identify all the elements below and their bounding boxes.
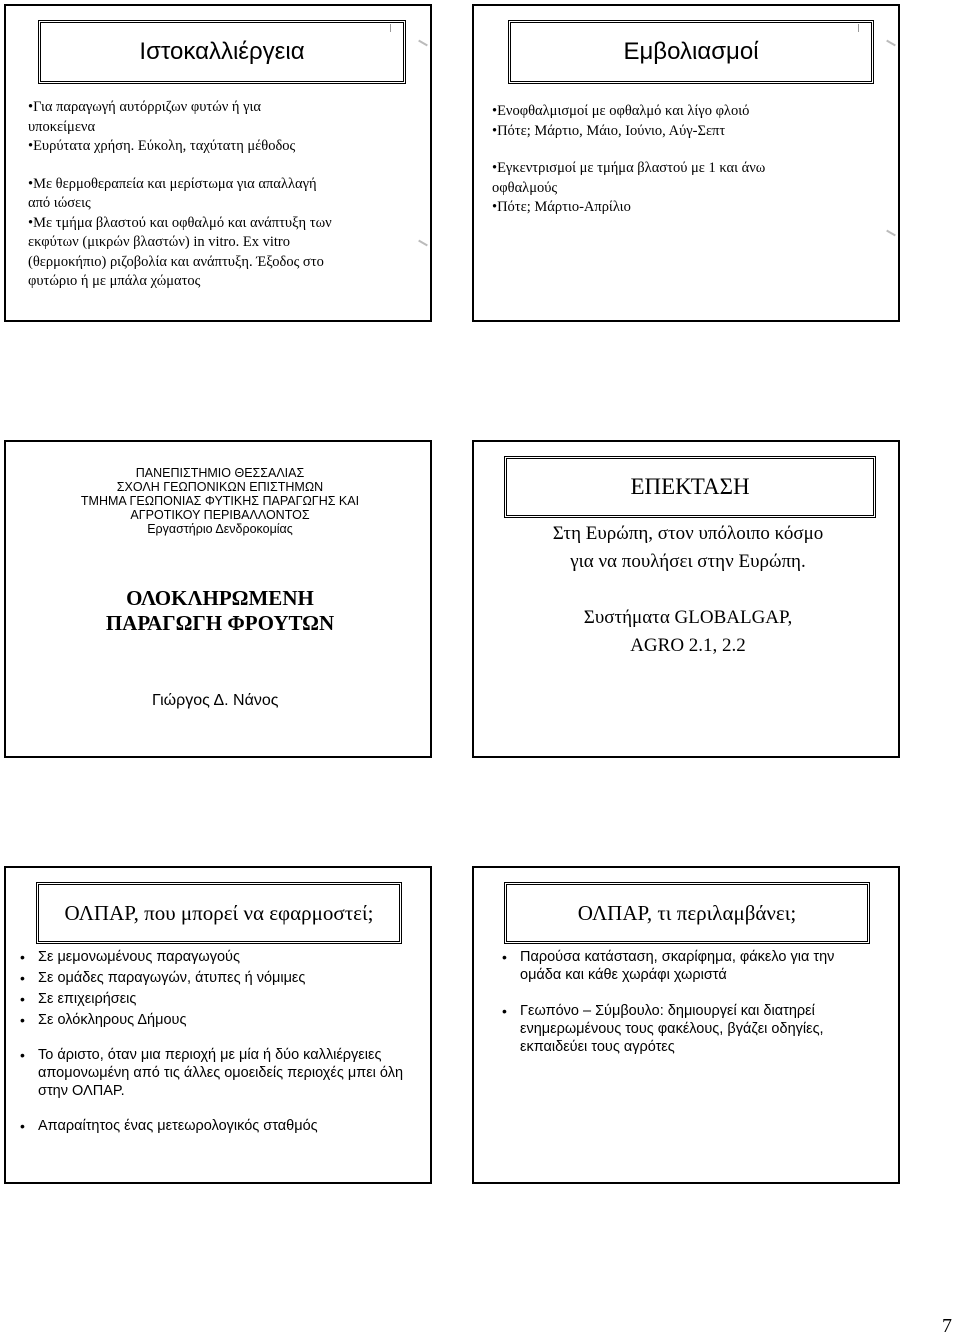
slide-title-text: ΟΛΠΑΡ, που μπορεί να εφαρμοστεί; (64, 900, 374, 925)
body-line: Συστήματα GLOBALGAP, (583, 607, 793, 628)
header-line: ΠΑΝΕΠΙΣΤΗΜΙΟ ΘΕΣΣΑΛΙΑΣ (135, 466, 305, 480)
slide-title (508, 20, 874, 84)
spacer (492, 141, 888, 159)
spacer (28, 157, 424, 175)
list-item: • Το άριστο, όταν μια περιοχή με μία ή δύο καλλιέργειες απομονωμένη από τις άλλες ομοειδείς περιοχές μπει όλη στην ΟΛΠΑΡ. (20, 1046, 420, 1100)
body-line: (θερμοκήπιο) ριζοβολία και ανάπτυξη. Έξοδος στο (28, 253, 324, 270)
body-line: •Με θερμοθεραπεία και μερίστωμα για απαλλαγή (28, 175, 317, 192)
bullet-list (20, 948, 420, 1135)
edge-mark (418, 40, 428, 47)
slide-tissue-culture (4, 4, 432, 322)
cover-title-line: ΠΑΡΑΓΩΓΗ ΦΡΟΥΤΩΝ (105, 611, 335, 635)
slide-body (492, 102, 888, 218)
list-item: • Παρούσα κατάσταση, σκαρίφημα, φάκελο για την ομάδα και κάθε χωράφι χωριστά (502, 948, 852, 984)
slide-olpar-what (472, 866, 900, 1184)
slide-expansion (472, 440, 900, 758)
slide-title (504, 882, 870, 944)
body-line: από ιώσεις (28, 195, 91, 211)
body-line: •Πότε; Μάρτιο, Μάιο, Ιούνιο, Αύγ-Σεπτ (492, 122, 726, 139)
page-number: 7 (942, 1315, 952, 1337)
body-line: για να πουλήσει στην Ευρώπη. (570, 551, 806, 572)
cover-title-line: ΟΛΟΚΛΗΡΩΜΕΝΗ (126, 586, 314, 610)
institution-header (16, 466, 424, 536)
slide-title (504, 456, 876, 518)
list-item: • Γεωπόνο – Σύμβουλο: δημιουργεί και διατηρεί ενημερωμένους τους φακέλους, βγάζει οδηγίες, εκπαιδεύει τους αγρότες (502, 1002, 852, 1056)
slide-cover (4, 440, 432, 758)
body-line: εκφύτων (μικρών βλαστών) in vitro. Ex vitro (28, 234, 290, 250)
edge-mark (886, 40, 896, 47)
slide-title-text: ΕΠΕΚΤΑΣΗ (630, 474, 750, 499)
header-line: ΑΓΡΟΤΙΚΟΥ ΠΕΡΙΒΑΛΛΟΝΤΟΣ (130, 508, 310, 522)
header-line: ΣΧΟΛΗ ΓΕΩΠΟΝΙΚΩΝ ΕΠΙΣΤΗΜΩΝ (116, 480, 324, 494)
body-line: οφθαλμούς (492, 179, 558, 196)
list-item: • Απαραίτητος ένας μετεωρολογικός σταθμός (20, 1117, 420, 1135)
header-line: ΤΜΗΜΑ ΓΕΩΠΟΝΙΑΣ ΦΥΤΙΚΗΣ ΠΑΡΑΓΩΓΗΣ ΚΑΙ (80, 494, 360, 508)
body-line: •Πότε; Μάρτιο-Απρίλιο (492, 199, 631, 215)
body-line: •Με τμήμα βλαστού και οφθαλμό και ανάπτυξη των (28, 214, 332, 231)
body-line: AGRO 2.1, 2.2 (630, 635, 746, 656)
slide-title-text: Ιστοκαλλιέργεια (139, 38, 305, 65)
body-line: υποκείμενα (28, 118, 96, 135)
edge-mark (886, 230, 896, 237)
slide-olpar-where (4, 866, 432, 1184)
slide-title-text: ΟΛΠΑΡ, τι περιλαμβάνει; (577, 900, 797, 925)
corner-mark (858, 24, 859, 32)
cover-title (16, 586, 424, 636)
body-line: φυτώριο ή με μπάλα χώματος (28, 273, 201, 289)
list-item: • Σε ολόκληρους Δήμους (20, 1011, 420, 1029)
spacer (484, 576, 892, 604)
body-line: •Ενοφθαλμισμοί με οφθαλμό και λίγο φλοιό (492, 103, 750, 119)
slide-title (38, 20, 406, 84)
body-line: Στη Ευρώπη, στον υπόλοιπο κόσμο (552, 523, 824, 544)
header-line: Εργαστήριο Δενδροκομίας (147, 522, 293, 536)
body-line: •Εγκεντρισμοί με τμήμα βλαστού με 1 και άνω (492, 160, 766, 176)
list-item: • Σε επιχειρήσεις (20, 990, 420, 1008)
author: Γιώργος Δ. Νάνος (152, 692, 279, 709)
list-item: • Σε ομάδες παραγωγών, άτυπες ή νόμιμες (20, 969, 420, 987)
slide-title (36, 882, 402, 944)
slide-body (484, 520, 892, 660)
slide-body (28, 98, 424, 292)
bullet-list (502, 948, 852, 1056)
body-line: •Ευρύτατα χρήση. Εύκολη, ταχύτατη μέθοδος (28, 138, 296, 154)
body-line: •Για παραγωγή αυτόρριζων φυτών ή για (28, 99, 262, 115)
slide-title-text: Εμβολιασμοί (623, 38, 759, 65)
slide-grafting (472, 4, 900, 322)
corner-mark (390, 24, 391, 32)
list-item: • Σε μεμονωμένους παραγωγούς (20, 948, 420, 966)
